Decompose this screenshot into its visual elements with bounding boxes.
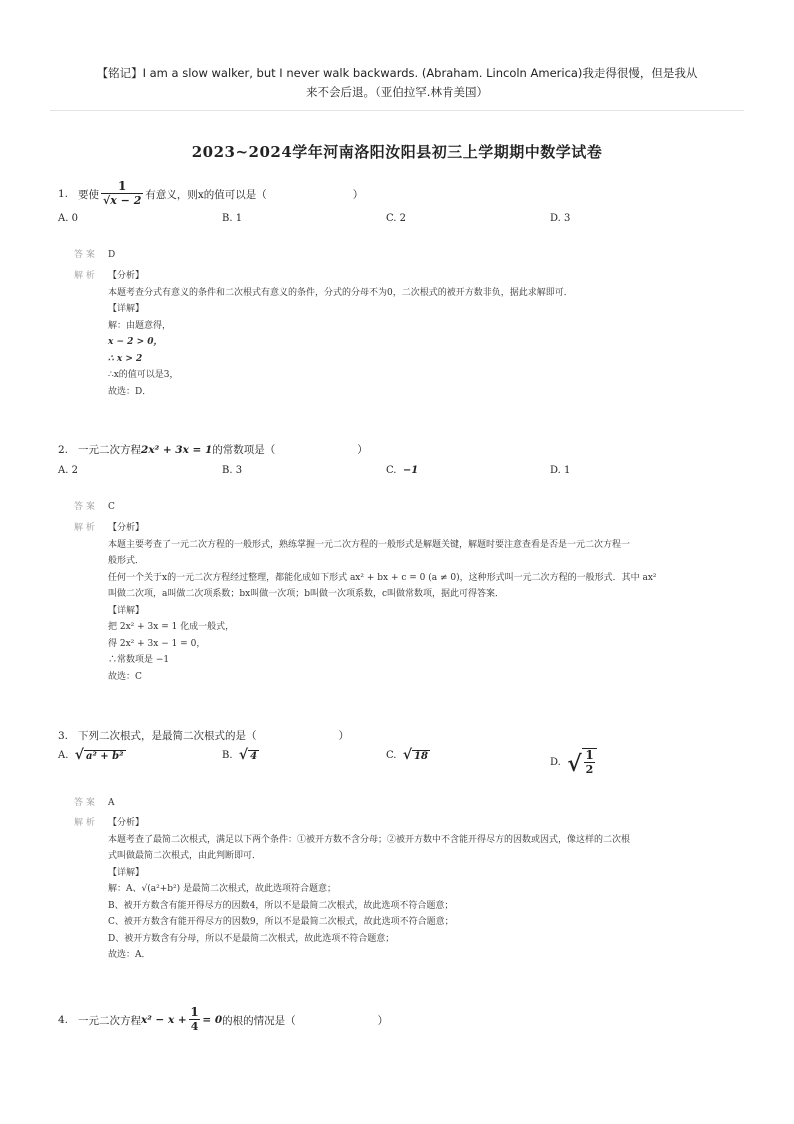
option-a[interactable]: A. 2 <box>58 465 78 476</box>
fraction <box>189 1006 201 1034</box>
question-4 <box>58 1006 388 1034</box>
analysis-line: 故选：C <box>108 671 142 682</box>
question-close: ） <box>338 730 350 742</box>
sqrt-expression: √ 18 <box>402 747 428 763</box>
analysis-label: 解 析 <box>74 523 95 533</box>
analysis-line: 【详解】 <box>108 605 145 616</box>
fraction-denominator: 4 <box>190 1020 199 1033</box>
question-close: ） <box>377 1014 389 1027</box>
analysis-line: 式叫做最简二次根式，由此判断即可． <box>108 851 262 861</box>
analysis-line: 解：A、√(a²+b²) 是最简二次根式，故此选项符合题意； <box>108 884 337 894</box>
question-2 <box>58 442 368 457</box>
question-3 <box>58 728 349 743</box>
analysis-q1 <box>74 268 714 400</box>
answer-value: D <box>108 250 116 260</box>
option-c[interactable]: C. 2 <box>386 213 407 224</box>
question-number: 1. <box>58 188 69 200</box>
option-b[interactable]: B. 1 <box>222 213 243 224</box>
answer-q3 <box>74 795 115 808</box>
analysis-line: ∴x的值可以是3， <box>108 370 179 380</box>
analysis-line: 般形式． <box>108 556 145 566</box>
analysis-line: 解：由题意得， <box>108 320 172 331</box>
motto <box>60 64 734 102</box>
analysis-line: 得 2x² + 3x − 1 = 0， <box>108 638 206 649</box>
question-text-pre: 要使 <box>78 188 100 201</box>
analysis-line: 故选：D． <box>108 386 152 397</box>
analysis-label: 解 析 <box>74 818 95 828</box>
question-close: ） <box>352 188 364 201</box>
analysis-line: 【详解】 <box>108 867 145 878</box>
analysis-line: 叫做二次项，a叫做二次项系数；bx叫做一次项；b叫做一次项系数，c叫做常数项，据此可得答案． <box>108 589 505 599</box>
analysis-line: ∴ x > 2 <box>108 353 143 364</box>
analysis-line: ∴常数项是 −1 <box>108 655 170 665</box>
option-b[interactable]: B. 3 <box>222 465 243 476</box>
question-1 <box>58 180 363 208</box>
question-text-post: 有意义，则x的值可以是（ <box>145 188 267 201</box>
option-b[interactable]: B. √ 4 <box>222 747 258 763</box>
question-text-pre: 一元二次方程 <box>78 444 142 456</box>
question-text-post: 的常数项是（ <box>212 444 276 456</box>
answer-q1 <box>74 247 115 260</box>
question-number: 2. <box>58 443 69 456</box>
analysis-line: 任何一个关于x的一元二次方程经过整理，都能化成如下形式 ax² + bx + c = 0 (a ≠ 0)，这种形式叫一元二次方程的一般形式．其中 ax² <box>108 572 657 583</box>
analysis-q2 <box>74 520 714 685</box>
question-text-pre: 下列二次根式，是最简二次根式的是（ <box>78 730 257 742</box>
fraction-numerator: 1 <box>118 179 127 193</box>
option-c[interactable]: C. −1 <box>386 465 419 476</box>
option-d[interactable]: D. 3 <box>550 213 571 224</box>
question-text-pre: 一元二次方程 <box>78 1014 142 1027</box>
analysis-q3 <box>74 815 714 964</box>
answer-q2 <box>74 499 115 512</box>
option-a[interactable]: A. 0 <box>58 213 78 224</box>
equation: 2x² + 3x = 1 <box>141 443 213 456</box>
analysis-line: 【分析】 <box>108 818 145 828</box>
question-text-post: 的根的情况是（ <box>222 1014 296 1027</box>
analysis-line: 【分析】 <box>108 271 145 281</box>
equation-part-a: x² − x + <box>141 1014 187 1026</box>
analysis-line: 【详解】 <box>108 304 145 314</box>
header-divider <box>50 110 744 111</box>
question-number: 4. <box>58 1014 69 1026</box>
option-d[interactable]: D. 1 <box>550 465 571 476</box>
analysis-label: 解 析 <box>74 271 95 281</box>
answer-label: 答 案 <box>74 502 95 512</box>
fraction <box>101 180 143 208</box>
analysis-line: C、被开方数含有能开得尽方的因数9，所以不是最简二次根式，故此选项不符合题意； <box>108 917 454 927</box>
analysis-line: 本题考查分式有意义的条件和二次根式有意义的条件，分式的分母不为0，二次根式的被开方数非负，据此求解即可． <box>108 287 573 298</box>
analysis-line: x − 2 > 0， <box>108 337 163 347</box>
question-number: 3. <box>58 729 69 742</box>
analysis-line: 【分析】 <box>108 523 145 533</box>
option-d[interactable]: D. √ $\frac{1}{2}$ <box>550 748 597 777</box>
analysis-line: 故选：A． <box>108 950 151 960</box>
answer-value: A <box>108 798 115 808</box>
analysis-line: D、被开方数含有分母，所以不是最简二次根式，故此选项不符合题意； <box>108 933 395 944</box>
analysis-line: 本题主要考查了一元二次方程的一般形式，熟练掌握一元二次方程的一般形式是解题关键，解题时要注意查看是否是一元二次方程一 <box>108 539 631 550</box>
answer-value: C <box>108 502 115 512</box>
equation-part-b: = 0 <box>202 1014 223 1026</box>
option-a[interactable]: A. √ a² + b² <box>58 747 124 763</box>
answer-label: 答 案 <box>74 798 95 808</box>
sqrt-expression: √ $\frac{1}{2}$ <box>567 748 597 777</box>
motto-line-1: 【铭记】I am a slow walker, but I never walk backwards. (Abraham. Lincoln America)我走得很慢，但是我从 <box>96 66 698 80</box>
question-close: ） <box>357 444 368 456</box>
page-title: 2023~2024学年河南洛阳汝阳县初三上学期期中数学试卷 <box>191 143 603 161</box>
fraction-denominator: √x − 2 <box>103 194 142 207</box>
sqrt-expression: √ 4 <box>238 747 258 763</box>
fraction-numerator: 1 <box>190 1005 199 1019</box>
answer-label: 答 案 <box>74 250 95 260</box>
analysis-line: 本题考查了最简二次根式，满足以下两个条件：①被开方数不含分母；②被开方数中不含能开得尽方的因数或因式，像这样的二次根 <box>108 834 631 845</box>
option-c[interactable]: C. √ 18 <box>386 747 428 763</box>
sqrt-expression: √ a² + b² <box>74 747 124 763</box>
motto-line-2: 来不会后退。（亚伯拉罕.林肯美国） <box>306 85 488 99</box>
analysis-line: B、被开方数含有能开得尽方的因数4，所以不是最简二次根式，故此选项不符合题意； <box>108 900 454 911</box>
analysis-line: 把 2x² + 3x = 1 化成一般式， <box>108 622 235 632</box>
